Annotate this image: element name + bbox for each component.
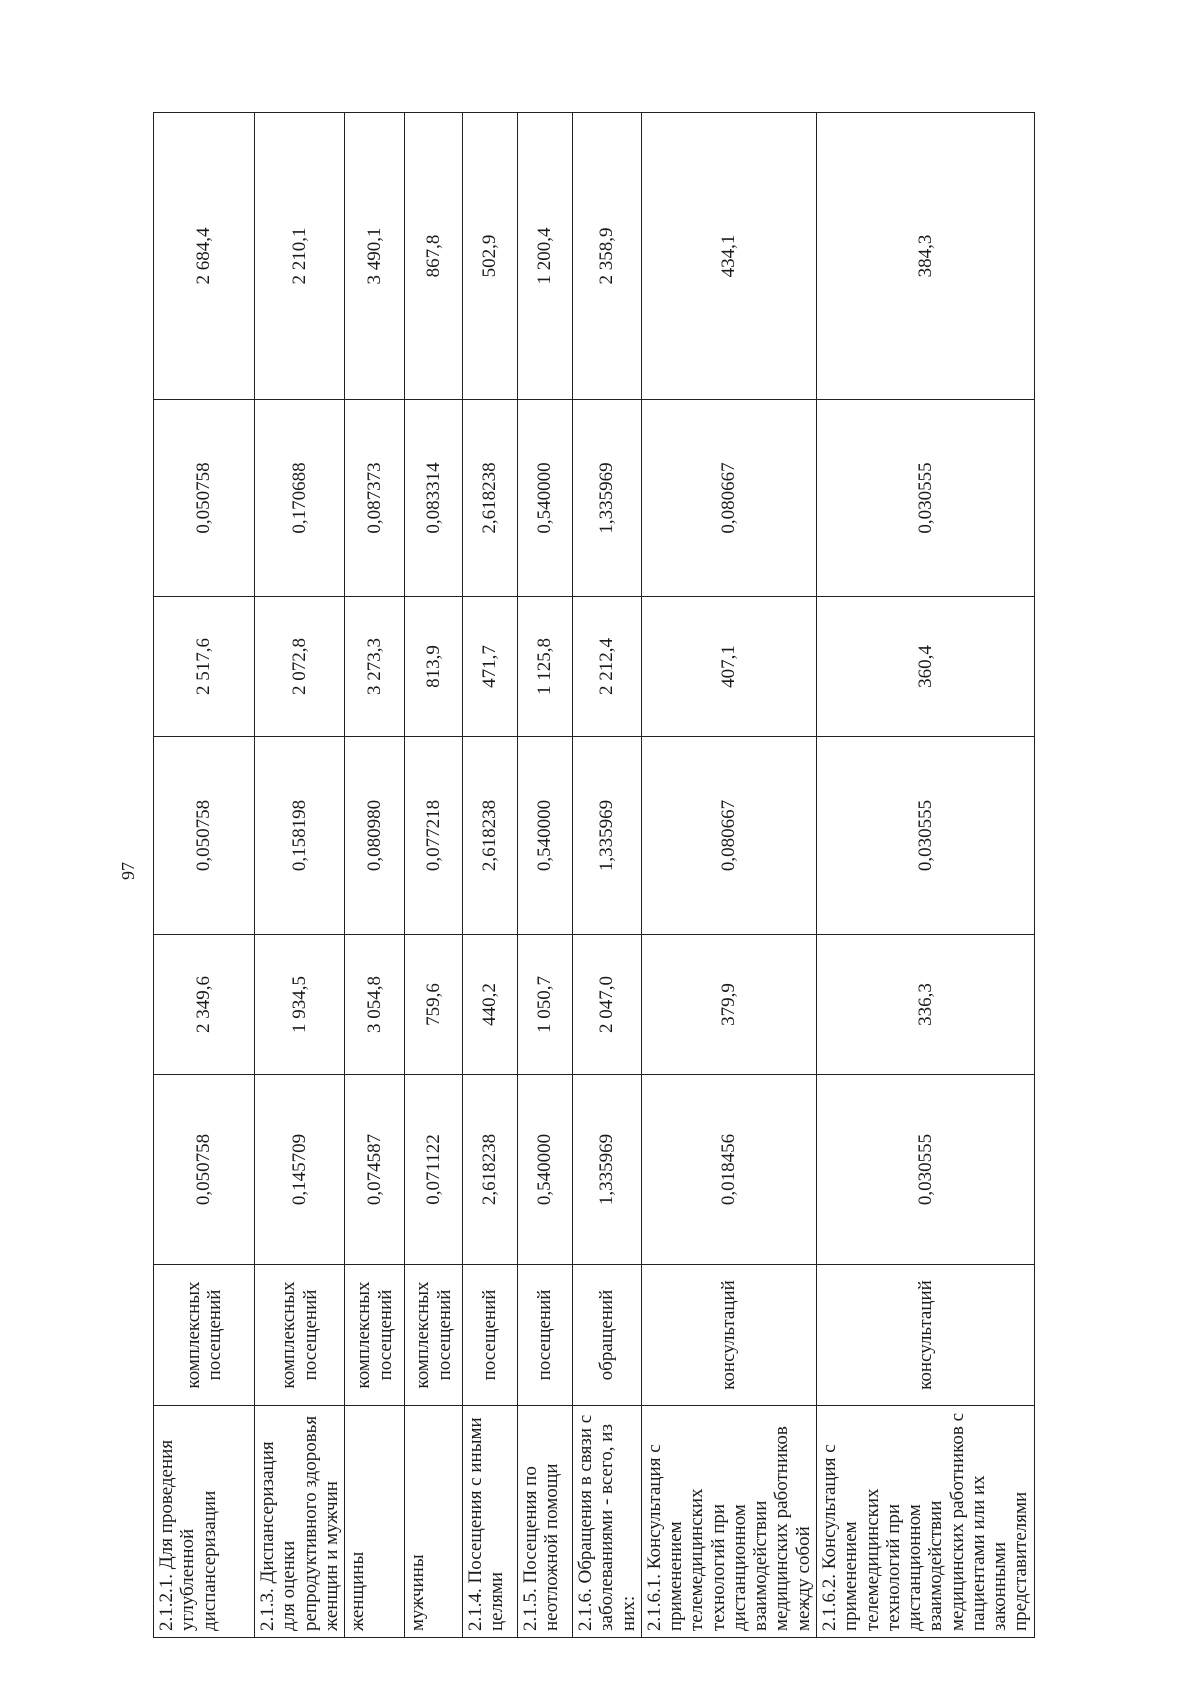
value-cell: 3 054,8 bbox=[345, 935, 405, 1075]
table-body bbox=[154, 113, 1035, 1638]
value-cell: 1,335969 bbox=[573, 737, 642, 935]
value-cell: 1,335969 bbox=[573, 1075, 642, 1265]
value-cell: 471,7 bbox=[463, 597, 518, 737]
value-cell: 0,540000 bbox=[518, 737, 573, 935]
norms-table bbox=[153, 112, 1035, 1638]
value-cell: 440,2 bbox=[463, 935, 518, 1075]
rotated-table-container bbox=[153, 113, 1032, 1638]
value-cell: 0,540000 bbox=[518, 1075, 573, 1265]
value-cell: 867,8 bbox=[405, 113, 463, 400]
value-cell: 434,1 bbox=[641, 113, 816, 400]
unit-cell: комплексных посещений bbox=[255, 1265, 345, 1406]
value-cell: 2 349,6 bbox=[154, 935, 255, 1075]
value-cell: 0,087373 bbox=[345, 400, 405, 597]
value-cell: 0,030555 bbox=[816, 400, 1034, 597]
value-cell: 0,074587 bbox=[345, 1075, 405, 1265]
value-cell: 2 047,0 bbox=[573, 935, 642, 1075]
table-row bbox=[518, 113, 573, 1638]
value-cell: 2 517,6 bbox=[154, 597, 255, 737]
table-row bbox=[405, 113, 463, 1638]
value-cell: 1 125,8 bbox=[518, 597, 573, 737]
value-cell: 0,080980 bbox=[345, 737, 405, 935]
value-cell: 0,050758 bbox=[154, 737, 255, 935]
value-cell: 0,050758 bbox=[154, 1075, 255, 1265]
value-cell: 0,018456 bbox=[641, 1075, 816, 1265]
value-cell: 502,9 bbox=[463, 113, 518, 400]
value-cell: 2 684,4 bbox=[154, 113, 255, 400]
value-cell: 2 210,1 bbox=[255, 113, 345, 400]
unit-cell: комплексных посещений bbox=[154, 1265, 255, 1406]
table-row bbox=[463, 113, 518, 1638]
value-cell: 0,158198 bbox=[255, 737, 345, 935]
value-cell: 0,030555 bbox=[816, 737, 1034, 935]
unit-cell: посещений bbox=[518, 1265, 573, 1406]
row-name-cell: женщины bbox=[345, 1406, 405, 1638]
value-cell: 2,618238 bbox=[463, 737, 518, 935]
value-cell: 2,618238 bbox=[463, 1075, 518, 1265]
value-cell: 0,071122 bbox=[405, 1075, 463, 1265]
table-row bbox=[255, 113, 345, 1638]
value-cell: 0,170688 bbox=[255, 400, 345, 597]
table-row bbox=[573, 113, 642, 1638]
value-cell: 407,1 bbox=[641, 597, 816, 737]
value-cell: 360,4 bbox=[816, 597, 1034, 737]
value-cell: 336,3 bbox=[816, 935, 1034, 1075]
value-cell: 0,080667 bbox=[641, 737, 816, 935]
value-cell: 0,050758 bbox=[154, 400, 255, 597]
value-cell: 0,083314 bbox=[405, 400, 463, 597]
table-row bbox=[345, 113, 405, 1638]
unit-cell: посещений bbox=[463, 1265, 518, 1406]
value-cell: 0,145709 bbox=[255, 1075, 345, 1265]
value-cell: 3 490,1 bbox=[345, 113, 405, 400]
page-number: 97 bbox=[118, 862, 138, 880]
value-cell: 1 050,7 bbox=[518, 935, 573, 1075]
value-cell: 759,6 bbox=[405, 935, 463, 1075]
value-cell: 0,080667 bbox=[641, 400, 816, 597]
value-cell: 0,540000 bbox=[518, 400, 573, 597]
value-cell: 2 358,9 bbox=[573, 113, 642, 400]
value-cell: 2 072,8 bbox=[255, 597, 345, 737]
value-cell: 2,618238 bbox=[463, 400, 518, 597]
row-name-cell: 2.1.3. Диспансеризация для оценки репродуктивного здоровья женщин и мужчин bbox=[255, 1406, 345, 1638]
table-row bbox=[154, 113, 255, 1638]
unit-cell: консультаций bbox=[816, 1265, 1034, 1406]
unit-cell: консультаций bbox=[641, 1265, 816, 1406]
row-name-cell: 2.1.6. Обращения в связи с заболеваниями - всего, из них: bbox=[573, 1406, 642, 1638]
value-cell: 384,3 bbox=[816, 113, 1034, 400]
row-name-cell: 2.1.6.1. Консультация с применением телемедицинских технологий при дистанционном взаимодействии медицинских работников между собой bbox=[641, 1406, 816, 1638]
row-name-cell: 2.1.6.2. Консультация с применением телемедицинских технологий при дистанционном взаимодействии медицинских работников с пациентами или их законными представителями bbox=[816, 1406, 1034, 1638]
value-cell: 1,335969 bbox=[573, 400, 642, 597]
unit-cell: комплексных посещений bbox=[345, 1265, 405, 1406]
value-cell: 813,9 bbox=[405, 597, 463, 737]
unit-cell: обращений bbox=[573, 1265, 642, 1406]
row-name-cell: 2.1.5. Посещения по неотложной помощи bbox=[518, 1406, 573, 1638]
value-cell: 1 200,4 bbox=[518, 113, 573, 400]
value-cell: 379,9 bbox=[641, 935, 816, 1075]
table-row bbox=[816, 113, 1034, 1638]
unit-cell: комплексных посещений bbox=[405, 1265, 463, 1406]
row-name-cell: 2.1.4. Посещения с иными целями bbox=[463, 1406, 518, 1638]
value-cell: 0,077218 bbox=[405, 737, 463, 935]
value-cell: 0,030555 bbox=[816, 1075, 1034, 1265]
value-cell: 2 212,4 bbox=[573, 597, 642, 737]
row-name-cell: 2.1.2.1. Для проведения углубленной диспансеризации bbox=[154, 1406, 255, 1638]
row-name-cell: мужчины bbox=[405, 1406, 463, 1638]
value-cell: 3 273,3 bbox=[345, 597, 405, 737]
value-cell: 1 934,5 bbox=[255, 935, 345, 1075]
table-row bbox=[641, 113, 816, 1638]
